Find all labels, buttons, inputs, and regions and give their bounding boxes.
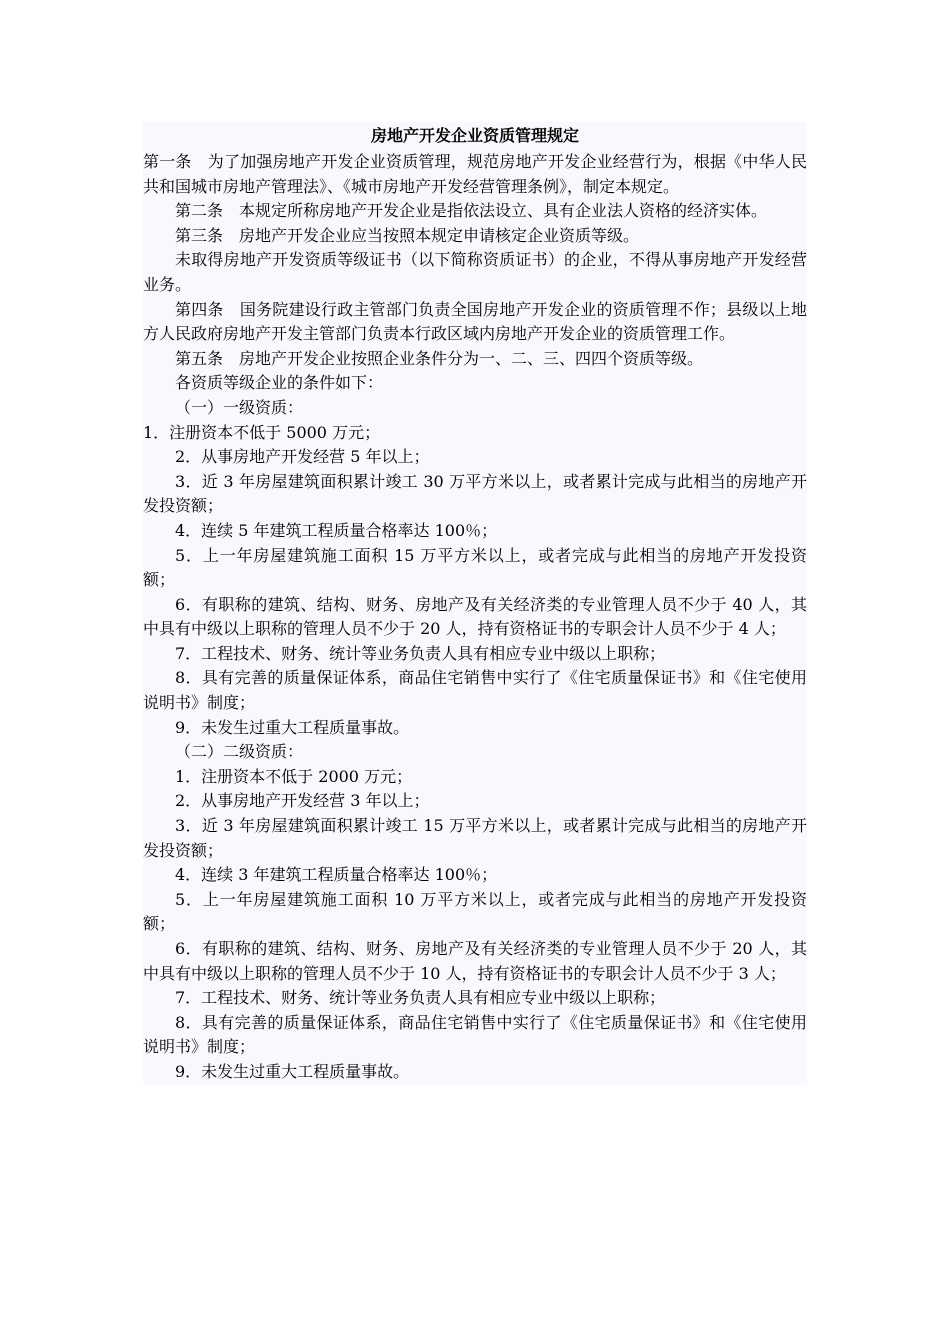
- paragraph: 2．从事房地产开发经营 3 年以上；: [175, 791, 430, 811]
- document-body: [143, 122, 807, 1085]
- paragraph: 第五条 房地产开发企业按照企业条件分为一、二、三、四四个资质等级。: [175, 348, 704, 368]
- paragraph: 各资质等级企业的条件如下：: [175, 373, 384, 393]
- paragraph: 第二条 本规定所称房地产开发企业是指依法设立、具有企业法人资格的经济实体。: [175, 201, 768, 221]
- paragraph: 5．上一年房屋建筑施工面积 15 万平方米以上，或者完成与此相当的房地产开发投资额；: [143, 545, 807, 590]
- paragraph: 5．上一年房屋建筑施工面积 10 万平方米以上，或者完成与此相当的房地产开发投资额；: [143, 889, 807, 934]
- paragraph: 3．近 3 年房屋建筑面积累计竣工 15 万平方米以上，或者累计完成与此相当的房地产开发投资额；: [143, 816, 807, 860]
- paragraph: （一）一级资质：: [175, 397, 304, 417]
- paragraph: 9．未发生过重大工程质量事故。: [175, 1061, 410, 1081]
- paragraph: 7．工程技术、财务、统计等业务负责人具有相应专业中级以上职称；: [175, 643, 666, 663]
- paragraph: 1．注册资本不低于 2000 万元；: [175, 766, 413, 786]
- paragraph: 1．注册资本不低于 5000 万元；: [143, 422, 381, 442]
- paragraph: 6．有职称的建筑、结构、财务、房地产及有关经济类的专业管理人员不少于 20 人，其中具有中级以上职称的管理人员不少于 10 人，持有资格证书的专职会计人员不少于 3 人；: [143, 939, 807, 983]
- paragraph: 6．有职称的建筑、结构、财务、房地产及有关经济类的专业管理人员不少于 40 人，其中具有中级以上职称的管理人员不少于 20 人，持有资格证书的专职会计人员不少于 4 人；: [143, 594, 807, 639]
- paragraph: 8．具有完善的质量保证体系，商品住宅销售中实行了《住宅质量保证书》和《住宅使用说明书》制度；: [143, 1012, 807, 1057]
- paragraph: 4．连续 3 年建筑工程质量合格率达 100％；: [175, 865, 498, 885]
- paragraph: 未取得房地产开发资质等级证书（以下简称资质证书）的企业，不得从事房地产开发经营业务。: [143, 250, 807, 294]
- paragraph: 第三条 房地产开发企业应当按照本规定申请核定企业资质等级。: [175, 225, 640, 245]
- paragraph: （二）二级资质：: [175, 742, 304, 762]
- paragraph: 第四条 国务院建设行政主管部门负责全国房地产开发企业的资质管理不作；县级以上地方人民政府房地产开发主管部门负责本行政区域内房地产开发企业的资质管理工作。: [143, 299, 807, 344]
- paragraph: 第一条 为了加强房地产开发企业资质管理，规范房地产开发企业经营行为，根据《中华人民共和国城市房地产管理法》、《城市房地产开发经营管理条例》，制定本规定。: [143, 152, 807, 196]
- paragraph-list: [143, 150, 807, 1085]
- paragraph: 3．近 3 年房屋建筑面积累计竣工 30 万平方米以上，或者累计完成与此相当的房地产开发投资额；: [143, 471, 807, 516]
- paragraph: 9．未发生过重大工程质量事故。: [175, 717, 410, 737]
- paragraph: 8．具有完善的质量保证体系，商品住宅销售中实行了《住宅质量保证书》和《住宅使用说明书》制度；: [143, 668, 807, 713]
- paragraph: 7．工程技术、财务、统计等业务负责人具有相应专业中级以上职称；: [175, 988, 666, 1008]
- paragraph: 4．连续 5 年建筑工程质量合格率达 100％；: [175, 520, 498, 540]
- document-title: 房地产开发企业资质管理规定: [370, 126, 579, 145]
- paragraph: 2．从事房地产开发经营 5 年以上；: [175, 447, 430, 467]
